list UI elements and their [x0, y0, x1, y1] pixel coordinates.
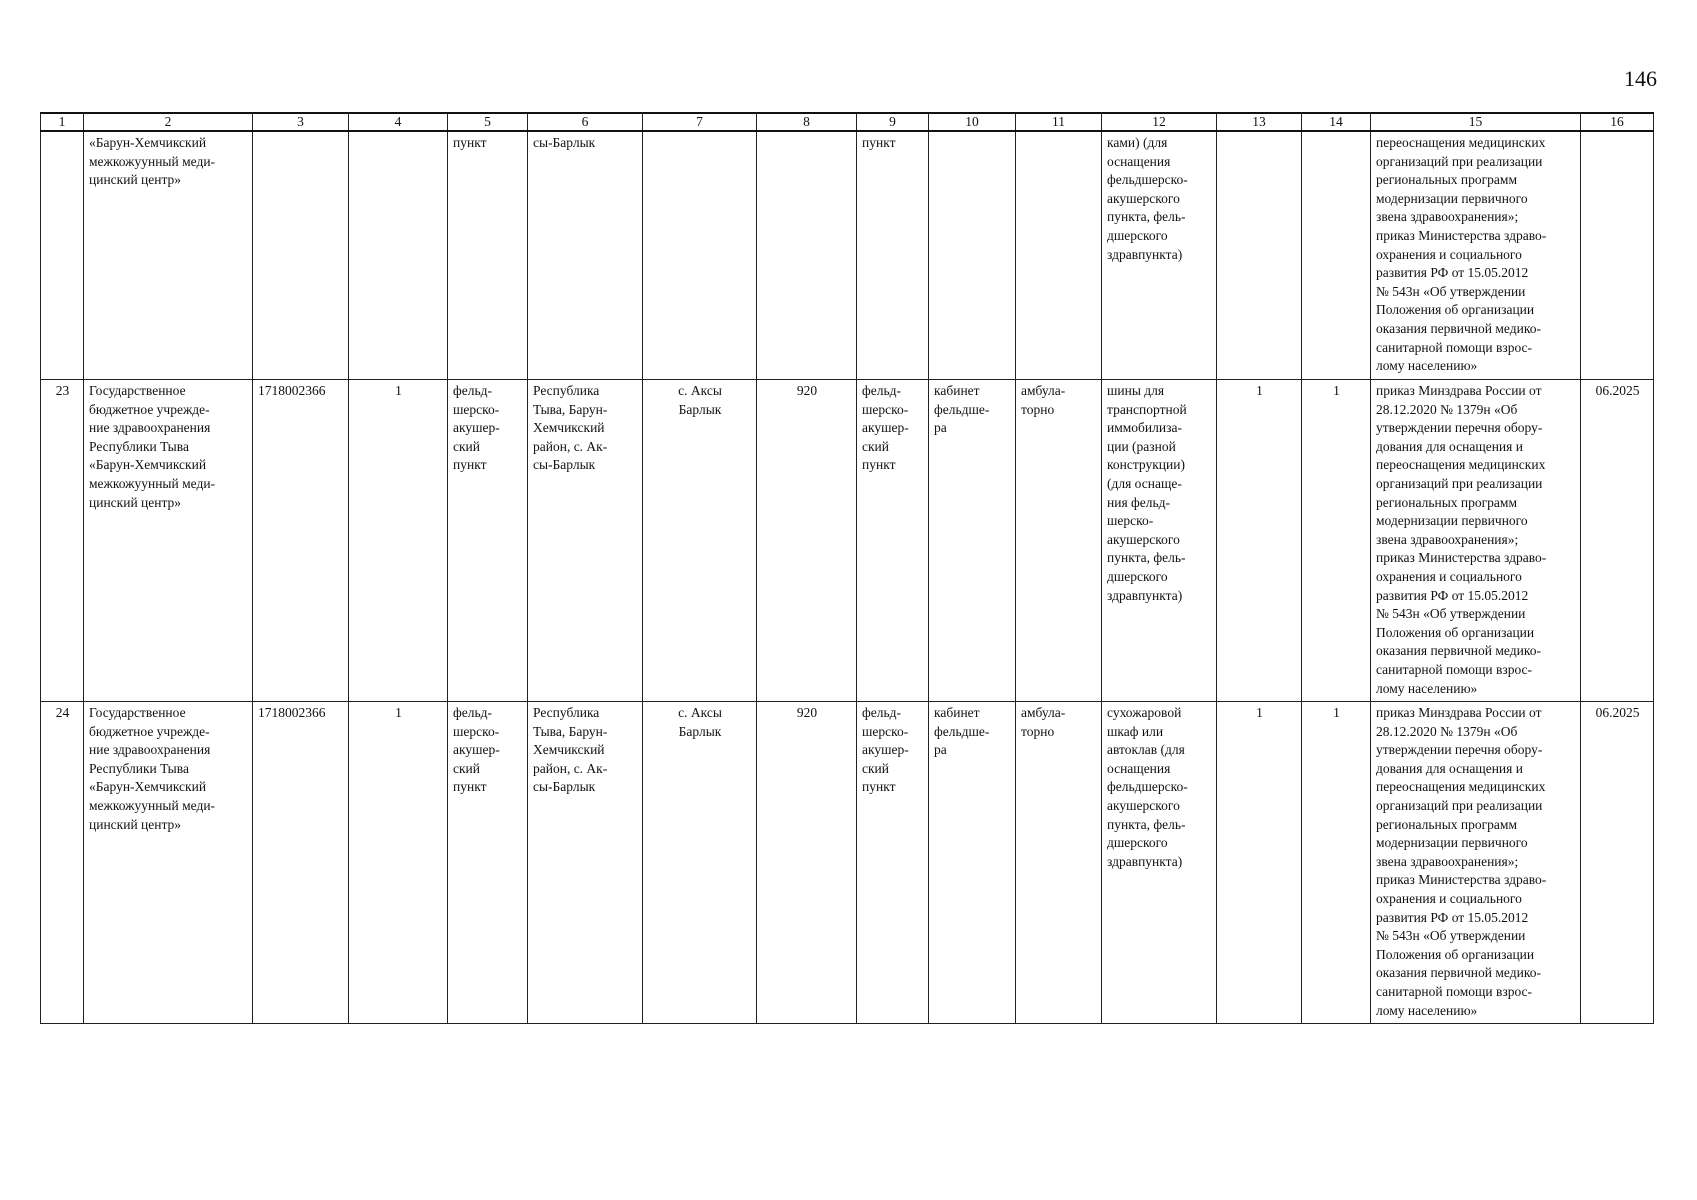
cell-date	[1581, 131, 1654, 380]
column-header-7: 7	[643, 113, 757, 131]
cell-col13: 1	[1217, 380, 1302, 702]
cell-unit-type: фельд- шерско- акушер- ский пункт	[448, 702, 528, 1024]
cell-inn: 1718002366	[253, 702, 349, 1024]
cell-room: кабинет фельдше- ра	[929, 380, 1016, 702]
cell-subdivision: фельд- шерско- акушер- ский пункт	[857, 380, 929, 702]
cell-date: 06.2025	[1581, 702, 1654, 1024]
cell-organization: Государственное бюджетное учрежде- ние здравоохранения Республики Тыва «Барун-Хемчикский межкожуунный меди- цинский центр»	[84, 380, 253, 702]
cell-date: 06.2025	[1581, 380, 1654, 702]
cell-col8	[757, 131, 857, 380]
cell-legal-basis: приказ Минздрава России от 28.12.2020 № 1379н «Об утверждении перечня обору- дования для оснащения и переоснащения медицинских организаций при реализации региональных программ модернизации первичного звена здравоохранения»; приказ Министерства здраво- охранения и социального развития РФ от 15.05.2012 № 543н «Об утверждении Положения об организации оказания первичной медико- санитарной помощи взрос- лому населению»	[1371, 702, 1581, 1024]
cell-legal-basis: приказ Минздрава России от 28.12.2020 № 1379н «Об утверждении перечня обору- дования для оснащения и переоснащения медицинских организаций при реализации региональных программ модернизации первичного звена здравоохранения»; приказ Министерства здраво- охранения и социального развития РФ от 15.05.2012 № 543н «Об утверждении Положения об организации оказания первичной медико- санитарной помощи взрос- лому населению»	[1371, 380, 1581, 702]
column-header-8: 8	[757, 113, 857, 131]
cell-settlement: с. Аксы Барлык	[643, 702, 757, 1024]
column-number-header-row	[41, 113, 1654, 131]
cell-room	[929, 131, 1016, 380]
column-header-11: 11	[1016, 113, 1102, 131]
cell-row-number: 24	[41, 702, 84, 1024]
cell-row-number: 23	[41, 380, 84, 702]
page-number: 146	[1624, 66, 1657, 91]
cell-settlement: с. Аксы Барлык	[643, 380, 757, 702]
column-header-4: 4	[349, 113, 448, 131]
cell-inn	[253, 131, 349, 380]
column-header-9: 9	[857, 113, 929, 131]
cell-care-form: амбула- торно	[1016, 702, 1102, 1024]
column-header-12: 12	[1102, 113, 1217, 131]
cell-col4: 1	[349, 380, 448, 702]
cell-col13: 1	[1217, 702, 1302, 1024]
cell-equipment: ками) (для оснащения фельдшерско- акушерского пункта, фель- дшерского здравпункта)	[1102, 131, 1217, 380]
column-header-16: 16	[1581, 113, 1654, 131]
column-header-5: 5	[448, 113, 528, 131]
cell-equipment: сухожаровой шкаф или автоклав (для оснащения фельдшерско- акушерского пункта, фель- дшерского здравпункта)	[1102, 702, 1217, 1024]
cell-subdivision: фельд- шерско- акушер- ский пункт	[857, 702, 929, 1024]
column-header-1: 1	[41, 113, 84, 131]
table-row-continued	[41, 131, 1654, 380]
cell-row-number	[41, 131, 84, 380]
cell-room: кабинет фельдше- ра	[929, 702, 1016, 1024]
cell-col14: 1	[1302, 702, 1371, 1024]
cell-legal-basis: переоснащения медицинских организаций при реализации региональных программ модернизации первичного звена здравоохранения»; приказ Министерства здраво- охранения и социального развития РФ от 15.05.2012 № 543н «Об утверждении Положения об организации оказания первичной медико- санитарной помощи взрос- лому населению»	[1371, 131, 1581, 380]
cell-subdivision: пункт	[857, 131, 929, 380]
table-row-24	[41, 702, 1654, 1024]
column-header-10: 10	[929, 113, 1016, 131]
column-header-3: 3	[253, 113, 349, 131]
cell-address: Республика Тыва, Барун- Хемчикский район, с. Ак- сы-Барлык	[528, 380, 643, 702]
cell-equipment: шины для транспортной иммобилиза- ции (разной конструкции) (для оснаще- ния фельд- шерско- акушерского пункта, фель- дшерского здравпункта)	[1102, 380, 1217, 702]
cell-organization: «Барун-Хемчикский межкожуунный меди- цинский центр»	[84, 131, 253, 380]
cell-inn: 1718002366	[253, 380, 349, 702]
cell-care-form: амбула- торно	[1016, 380, 1102, 702]
equipment-table	[40, 112, 1654, 1024]
column-header-15: 15	[1371, 113, 1581, 131]
cell-col4: 1	[349, 702, 448, 1024]
cell-care-form	[1016, 131, 1102, 380]
cell-col14: 1	[1302, 380, 1371, 702]
cell-address: Республика Тыва, Барун- Хемчикский район, с. Ак- сы-Барлык	[528, 702, 643, 1024]
cell-settlement	[643, 131, 757, 380]
cell-organization: Государственное бюджетное учрежде- ние здравоохранения Республики Тыва «Барун-Хемчикский межкожуунный меди- цинский центр»	[84, 702, 253, 1024]
cell-unit-type: пункт	[448, 131, 528, 380]
table-row-23	[41, 380, 1654, 702]
column-header-2: 2	[84, 113, 253, 131]
cell-col8: 920	[757, 702, 857, 1024]
column-header-14: 14	[1302, 113, 1371, 131]
cell-address: сы-Барлык	[528, 131, 643, 380]
cell-col14	[1302, 131, 1371, 380]
column-header-6: 6	[528, 113, 643, 131]
cell-col4	[349, 131, 448, 380]
cell-col13	[1217, 131, 1302, 380]
column-header-13: 13	[1217, 113, 1302, 131]
cell-unit-type: фельд- шерско- акушер- ский пункт	[448, 380, 528, 702]
cell-col8: 920	[757, 380, 857, 702]
